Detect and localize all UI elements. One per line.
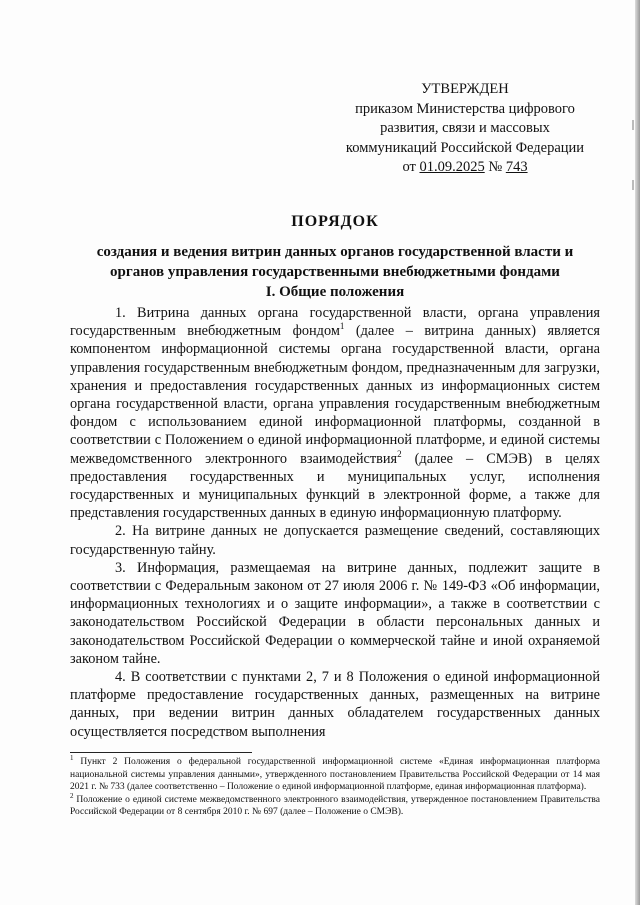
section-heading: I. Общие положения <box>265 284 405 300</box>
footnote-ref-2: 2 <box>397 448 402 459</box>
approval-from: от <box>402 159 416 175</box>
document-body <box>70 304 600 741</box>
approval-line: развития, связи и массовых <box>380 120 550 136</box>
document-title <box>70 212 600 282</box>
footnote-divider <box>70 752 252 753</box>
approval-heading: УТВЕРЖДЕН <box>421 81 509 97</box>
paragraph-2: 2. На витрине данных не допускается размещение сведений, составляющих государственную тайну. <box>70 523 600 558</box>
scan-mark <box>632 180 634 190</box>
paragraph-1: 1. Витрина данных органа государственной власти, органа управления государственным внебюджетным фондом$^1$ (далее – витрина данных) является компонентом информационной системы органа государственной власти, органа управления государственным внебюджетным фондом, предназначенным для загрузки, хранения и предоставления государственных данных из информационных систем органа государственной власти, органа управления государственным внебюджетным фондом с использованием единой информационной платформы, созданной в соответствии с Положением о единой информационной платформе, и единой системы межведомственного электронного взаимодействия$^2$ (далее – СМЭВ) в целях предоставления государственных и муниципальных услуг, исполнения государственных и муниципальных функций в электронной форме, а также для представления государственных данных в единую информационную платформу. <box>70 305 600 522</box>
scan-mark <box>632 120 634 130</box>
paragraph-4: 4. В соответствии с пунктами 2, 7 и 8 Положения о единой информационной платформе предоставление государственных данных, размещенных на витрине данных, при ведении витрин данных обладателем государственных данных осуществляется посредством выполнения <box>70 669 600 740</box>
paragraph-3: 3. Информация, размещаемая на витрине данных, подлежит защите в соответствии с Федеральным законом от 27 июля 2006 г. № 149-ФЗ «Об информации, информационных технологиях и о защите информации», а также в соответствии с законодательством Российской Федерации в области персональных данных и законодательством Российской Федерации о коммерческой тайне и иной охраняемой законом тайне. <box>70 559 600 667</box>
approval-number: 743 <box>505 159 528 175</box>
approval-date: 01.09.2025 <box>419 159 485 175</box>
footnote-2: $^2$ Положение о единой системе межведомственного электронного взаимодействия, утвержденное постановлением Правительства Российской Федерации от 8 сентября 2010 г. № 697 (далее – Положение о СМЭВ). <box>70 791 600 817</box>
title-subtitle: создания и ведения витрин данных органов государственной власти и органов управления государственными внебюджетными фондами <box>96 244 574 280</box>
approval-line: приказом Министерства цифрового <box>355 100 575 117</box>
footnote-1: $^1$ Пункт 2 Положения о федеральной государственной информационной системе «Единая информационная платформа национальной системы управления данными», утвержденного постановлением Правительства Российской Федерации от 14 мая 2021 г. № 733 (далее соответственно – Положение о единой информационной платформе, единая информационная платформа). <box>70 753 600 792</box>
approval-date-line <box>330 158 600 178</box>
approval-line: коммуникаций Российской Федерации <box>345 139 585 156</box>
scan-edge <box>635 0 640 905</box>
title-heading: ПОРЯДОК <box>291 213 379 230</box>
approval-number-sign: № <box>488 159 503 175</box>
footnotes <box>70 753 600 819</box>
approval-stamp <box>330 80 600 178</box>
footnote-ref-1: 1 <box>339 321 345 332</box>
